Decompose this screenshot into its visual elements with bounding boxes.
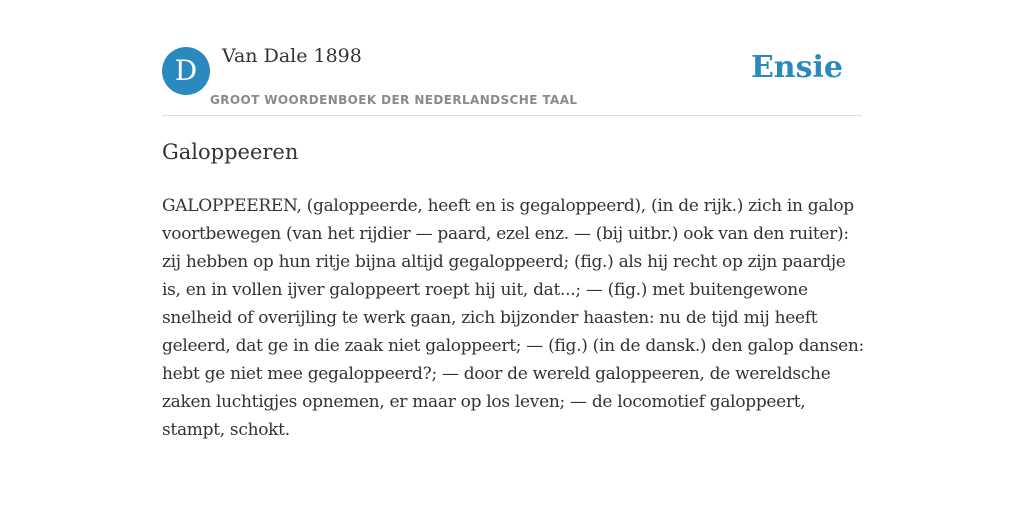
dictionary-subtitle: GROOT WOORDENBOEK DER NEDERLANDSCHE TAAL [210,93,578,107]
entry-title: Galoppeeren [162,140,299,164]
entry-definition: GALOPPEEREN, (galoppeerde, heeft en is gegaloppeerd), (in de rijk.) zich in galop voortbewegen (van het rijdier — paard, ezel enz. — (bij uitbr.) ook van den ruiter): zij hebben op hun ritje bijna altijd gegaloppeerd; (fig.) als hij recht op zijn paardje is, en in vollen ijver galoppeert roept hij uit, dat...; — (fig.) met buitengewone snelheid of overijling te werk gaan, zich bijzonder haasten: nu de tijd mij heeft geleerd, dat ge in die zaak niet galoppeert; — (fig.) (in de dansk.) den galop dansen: hebt ge niet mee gegaloppeerd?; — door de wereld galoppeeren, de wereldsche zaken luchtigjes opnemen, er maar op los leven; — de locomotief galoppeert, stampt, schokt. [162,196,864,440]
dictionary-title[interactable]: Van Dale 1898 [222,45,362,67]
header-divider [162,115,862,116]
site-logo[interactable]: Ensie [750,50,843,85]
dictionary-avatar[interactable]: D [162,47,210,95]
